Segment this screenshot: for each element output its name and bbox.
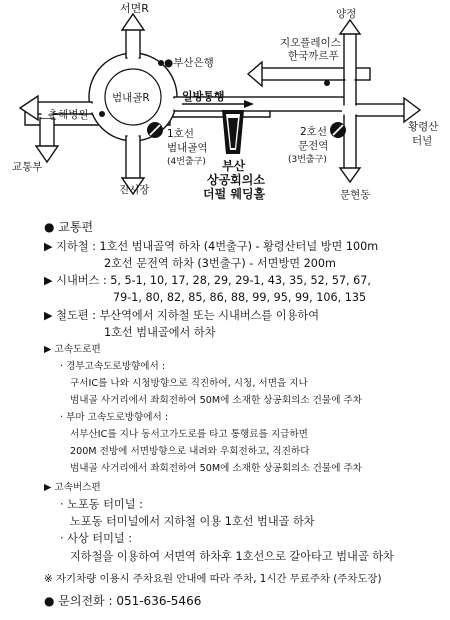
gyotongbu-arrow	[36, 146, 58, 162]
busan-bank-label: ●부산은행	[164, 57, 214, 69]
location-map	[0, 0, 450, 210]
munjeon-station-label: 문전역	[298, 140, 329, 152]
building-icon	[222, 110, 244, 154]
chamber-label-3: 더펄 웨딩홀	[203, 187, 266, 201]
nopo-title: · 노포동 터미널 :	[60, 498, 143, 511]
phone-line: ● 문의전화 : 051-636-5466	[44, 594, 202, 608]
zio-arrow	[248, 62, 262, 86]
chunhae-label: 춘해병원	[48, 109, 89, 121]
sasang-title: · 사상 터미널 :	[60, 532, 133, 545]
gyotongbu-label: 교통부	[12, 161, 43, 173]
hwangnyeong-label-2: 터널	[412, 135, 433, 147]
hwangnyeong-label-1: 황령산	[408, 121, 439, 133]
gyeongbu-1: 구서IC를 나와 시청방향으로 직진하여, 시청, 서면을 지나	[70, 378, 308, 389]
yangjeong-label: 양정	[336, 8, 357, 20]
namhae-2: 200M 전방에 서면방향으로 내려와 우회전하고, 직진하다	[70, 446, 310, 457]
namhae-1: 서부산IC를 지나 동서고가도로를 타고 통행료를 지급하면	[70, 429, 308, 440]
sasang-1: 지하철을 이용하여 서면역 하차후 1호선으로 갈아타고 범내골 하차	[70, 550, 394, 563]
namhae-title: · 부마 고속도로방향에서 :	[60, 412, 169, 423]
subway-line-2: 2호선 문전역 하차 (3번출구) - 서면방면 200m	[104, 257, 336, 270]
beomnaegol-station-label: 범내골역	[167, 142, 208, 154]
exit4-label: (4번출구)	[167, 157, 206, 167]
section-transport: ● 교통편	[44, 220, 94, 234]
chamber-label-2: 상공회의소	[207, 173, 265, 187]
bus-line-1: ▶ 시내버스 : 5, 5-1, 10, 17, 28, 29, 29-1, 43, 35, 52, 57, 67,	[44, 274, 371, 287]
munhyeon-arrow	[340, 168, 360, 182]
one-way-label: 일방통행	[182, 90, 225, 103]
rail-line-2: 1호선 범내골에서 하차	[104, 326, 216, 339]
nopo-1: 노포동 터미널에서 지하철 이용 1호선 범내골 하차	[70, 515, 315, 528]
rail-line-1: ▶ 철도편 : 부산역에서 지하철 또는 시내버스를 이용하여	[44, 309, 320, 322]
chunhae-hospital-marker	[99, 111, 105, 117]
line1-label: 1호선	[167, 128, 194, 140]
bus-line-2: 79-1, 80, 82, 85, 86, 88, 99, 95, 99, 106, 135	[113, 291, 367, 304]
gyeongbu-title: · 경부고속도로방향에서 :	[60, 361, 166, 372]
subway-line-1: ▶ 지하철 : 1호선 범내골역 하차 (4번출구) - 황령산터널 방면 100m	[44, 240, 379, 253]
jinsijang-label: 진시장	[119, 184, 150, 196]
line2-label: 2호선	[300, 126, 327, 138]
hwangnyeong-arrow	[404, 98, 420, 122]
zio-marker	[324, 80, 330, 86]
parking-note: ※ 자기차량 이용시 주차요원 안내에 따라 주차, 1시간 무료주차 (주차도장)	[44, 573, 382, 585]
subway-icon	[147, 122, 163, 138]
beomnaegol-r-label: 범내골R	[112, 92, 150, 104]
express-title: ▶ 고속버스편	[44, 482, 101, 493]
subway-icon	[330, 122, 346, 138]
munhyeon-label: 문현동	[340, 189, 371, 201]
namhae-3: 범내골 사거리에서 좌회전하여 50M에 소재한 상공회의소 건물에 주차	[70, 463, 363, 474]
highway-title: ▶ 고속도로편	[44, 344, 101, 355]
gyeongbu-2: 범내골 사거리에서 좌회전하여 50M에 소재한 상공회의소 건물에 주차	[70, 395, 363, 406]
north-arrow	[122, 14, 144, 30]
exit3-label: (3번출구)	[288, 155, 327, 165]
zio-label-1: 지오플레이스	[280, 37, 341, 49]
seomyeon-label: 서면R	[120, 2, 149, 15]
zio-label-2: 한국까르푸	[288, 50, 339, 62]
chamber-label-1: 부산	[222, 159, 246, 173]
yangjeong-arrow	[340, 20, 360, 34]
